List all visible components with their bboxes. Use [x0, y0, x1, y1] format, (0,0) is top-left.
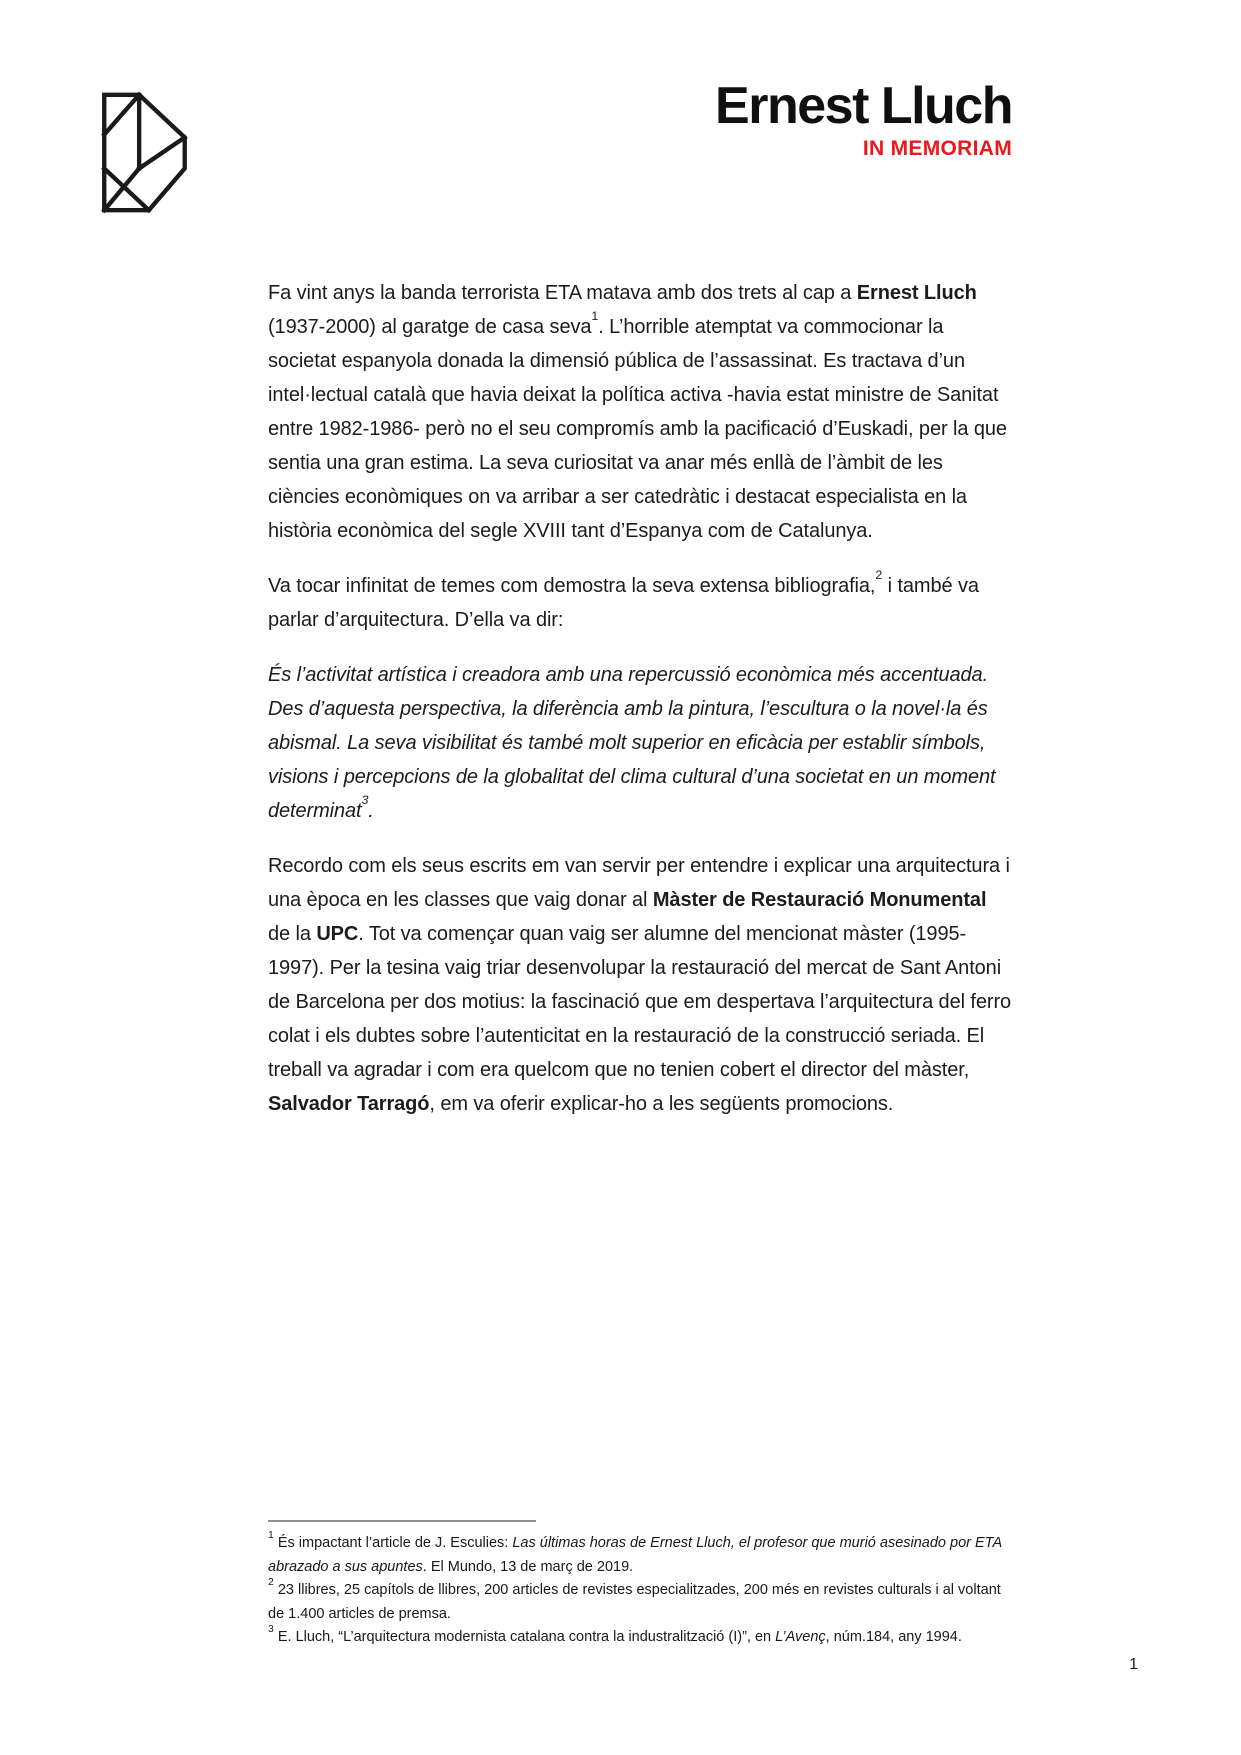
text-run: . El Mundo, 13 de març de 2019.: [422, 1558, 634, 1575]
text-run: Las últimas horas de Ernest Lluch, el profesor que murió asesinado por ETA abrazado a sus apuntes: [268, 1535, 1002, 1575]
article-body: [268, 276, 1012, 1142]
text-run: Va tocar infinitat de temes com demostra la seva extensa bibliografia,: [268, 575, 876, 597]
footnote-marker: 2: [268, 1576, 274, 1588]
text-run: 23 llibres, 25 capítols de llibres, 200 articles de revistes especialitzades, 200 més en revistes culturals i al voltant de 1.400 articles de premsa.: [268, 1582, 1001, 1622]
text-run: i també va parlar d’arquitectura. D’ella va dir:: [268, 575, 979, 631]
footnotes-section: [268, 1520, 1018, 1650]
paragraph-master: [268, 849, 1012, 1121]
text-run: (1937-2000) al garatge de casa seva: [268, 316, 592, 338]
text-run: És l’activitat artística i creadora amb una repercussió econòmica més accentuada. Des d’aquesta perspectiva, la diferència amb la pintura, l’escultura o la novel·la és abismal. La seva visibilitat és també molt superior en eficàcia per establir símbols, visions i percepcions de la globalitat del clima cultural d’una societat en un moment determinat: [268, 664, 996, 822]
footnote-1: [268, 1529, 1018, 1579]
text-run: E. Lluch, “L’arquitectura modernista catalana contra la industralització (I)”, en: [273, 1629, 776, 1645]
footnote-marker: 1: [591, 308, 599, 323]
page-title: Ernest Lluch: [715, 77, 1012, 135]
text-run: És impactant l’article de J. Esculies:: [273, 1535, 513, 1551]
text-run: Ernest Lluch: [856, 282, 977, 304]
paragraph-bibliography: [268, 569, 1012, 637]
publication-logo: [96, 88, 192, 216]
page-number: 1: [1129, 1656, 1138, 1673]
quote-paragraph: [268, 658, 1012, 828]
text-run: . L’horrible atemptat va commocionar la societat espanyola donada la dimensió pública de l’assassinat. Es tractava d’un intel·lectual català que havia deixat la política activa -havia estat ministre de Sanitat entre 1982-1986- però no el seu compromís amb la pacificació d’Euskadi, per la que sentia una gran estima. La seva curiositat va anar més enllà de l’àmbit de les ciències econòmiques on va arribar a ser catedràtic i destacat especialista en la història econòmica del segle XVIII tant d’Espanya com de Catalunya.: [268, 316, 1007, 542]
footnote-separator: [268, 1520, 536, 1522]
header: [715, 78, 1012, 161]
text-run: UPC: [316, 923, 359, 945]
text-run: Salvador Tarragó: [268, 1093, 430, 1115]
text-run: .: [368, 800, 374, 822]
footnote-marker: 2: [875, 567, 883, 582]
text-run: L’Avenç: [775, 1629, 826, 1645]
text-run: . Tot va començar quan vaig ser alumne del mencionat màster (1995-1997). Per la tesina vaig triar desenvolupar la restauració del mercat de Sant Antoni de Barcelona per dos motius: la fascinació que em despertava l’arquitectura del ferro colat i els dubtes sobre l’autenticitat en la restauració de la construcció seriada. El treball va agradar i com era quelcom que no tenien cobert el director del màster,: [268, 923, 1012, 1081]
paragraph-intro: [268, 276, 1012, 548]
footnote-marker: 3: [268, 1623, 274, 1635]
text-run: Màster de Restauració Monumental: [652, 889, 987, 911]
footnote-marker: 1: [268, 1529, 274, 1541]
text-run: Fa vint anys la banda terrorista ETA matava amb dos trets al cap a: [268, 282, 857, 304]
footnote-2: [268, 1576, 1018, 1626]
footnote-3: [268, 1623, 1018, 1650]
text-run: , núm.184, any 1994.: [825, 1629, 962, 1645]
text-run: de la: [268, 923, 317, 945]
text-run: Recordo com els seus escrits em van servir per entendre i explicar una arquitectura i una època en les classes que vaig donar al: [268, 855, 1010, 911]
footnote-marker: 3: [361, 792, 369, 807]
memoriam-subtitle: IN MEMORIAM: [862, 137, 1012, 161]
text-run: , em va oferir explicar-ho a les següents promocions.: [429, 1093, 894, 1115]
geometric-outline-logo-icon: [96, 88, 192, 216]
